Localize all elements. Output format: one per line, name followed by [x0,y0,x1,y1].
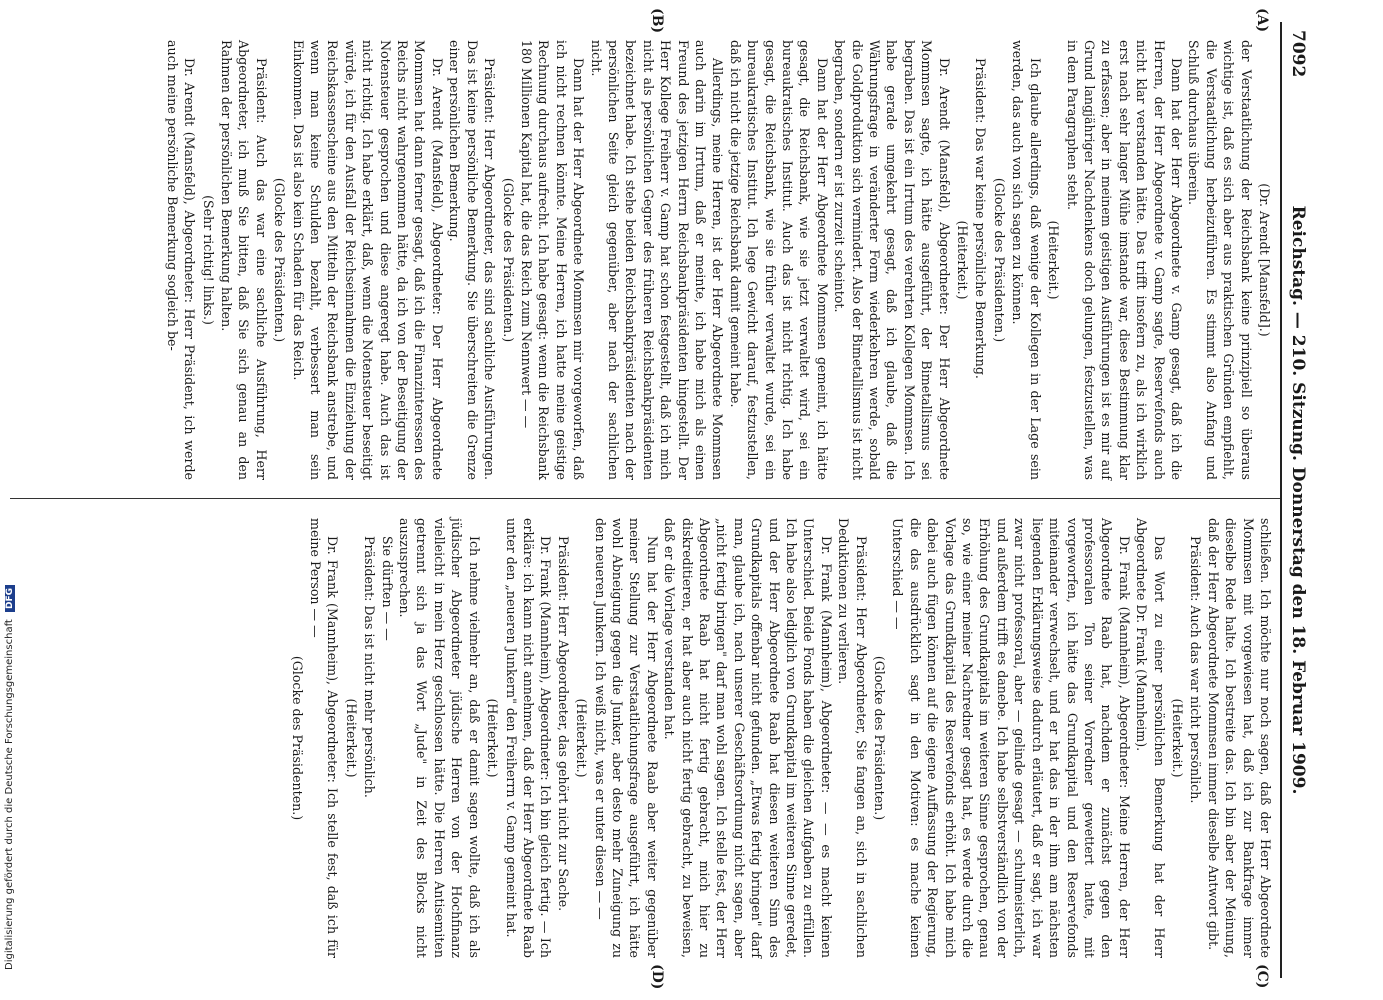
paragraph: (Heiterkeit.) [485,698,501,778]
left-text-column [163,40,1274,480]
paragraph: (Glocke des Präsidenten.) [272,177,288,343]
paragraph: Das Wort zu einer persönlichen Bemerkung hat der Herr Abgeordnete Dr. Frank (Mannheim). [1134,518,1167,958]
paragraph: Nun hat der Herr Abgeordnete Raab aber weiter gegenüber meiner Stellung zur Verstaatlichungsfrage ausgeführt, ich hätte wohl Abneigung gegen die Junker, aber desto mehr Zuneigung zu den neueren Junkern. Ich weiß nicht, was er unter diesen — — [592,518,660,958]
paragraph: Präsident: Herr Abgeordneter, das gehört nicht zur Sache. [555,536,571,912]
paragraph: Dr. Frank (Mannheim), Abgeordneter: Ich stelle fest, daß ich für meine Person — — [308,518,341,958]
paragraph: Präsident: Das ist nicht mehr persönlich. [362,536,378,798]
margin-mark-c: (C) [1254,964,1270,989]
right-text-column [287,518,1274,958]
paragraph: (Glocke des Präsidenten.) [500,177,516,343]
margin-mark-a: (A) [1254,8,1270,33]
paragraph: (Dr. Arendt [Mansfeld].) [1257,183,1272,337]
paragraph: Präsident: Das war keine persönliche Bemerkung. [973,58,989,379]
paragraph: (Heiterkeit.) [343,698,359,778]
paragraph: (Heiterkeit.) [574,698,590,778]
paragraph: der Verstaatlichung der Reichsbank keine prinzipiell so überaus wichtige ist, daß es sich aber aus praktischen Gründen empfiehlt, die Verstaatlichung herbeizuführen. Es stimmt also Anfang und Schluß durchaus überein. [1186,40,1254,480]
paragraph: (Glocke des Präsidenten.) [872,655,888,821]
paragraph: Ich nehme vielmehr an, daß er damit sagen wollte, daß ich als jüdischer Abgeordneter jüdische Herren von der Hochfinanz vielleicht in mein Herz geschlossen hätte. Die Herren Antisemiten getrennt sich ja das Wort „Jude" in Zeit des Blocks nicht auszusprechen. [397,518,482,958]
paragraph: (Heiterkeit.) [1046,220,1062,300]
paragraph: Sie dürften — — [379,536,395,641]
paragraph: (Glocke des Präsidenten.) [991,177,1007,343]
paragraph: Dann hat der Herr Abgeordnete v. Gamp gesagt, daß ich die Herren, der Herr Abgeordnete v. Gamp sagte, Reservefonds auch nicht klar verstanden hätte. Das trifft insofern zu, als ich wirklich erst nach sehr langer Mühe imstande war, diese Bestimmung klar zu erfassen; aber in meinem geistigen Ausführungen ist es mir auf Grund langjähriger Nachdenkens doch gelungen, festzustellen, was in dem Paragraphen steht. [1064,40,1184,480]
dfg-logo: DFG [5,585,15,612]
digitization-note: Digitalisierung gefördert durch die Deutsche Forschungsgemeinschaft [4,619,15,970]
paragraph: (Sehr richtig! links.) [200,195,216,325]
header-rule [1280,22,1282,978]
paragraph: Dr. Arendt (Mansfeld), Abgeordneter: Herr Präsident, ich werde auch meine persönliche Bemerkung sogleich be- [164,40,198,480]
paragraph: Allerdings, meine Herren, ist der Herr Abgeordnete Mommsen auch darin im Irrtum, daß er meinte, ich habe mich als einen Freund des jetzigen Herrn Reichsbankpräsidenten hingestellt. Der Herr Kollege Freiherr v. Gamp hat schon festgestellt, daß ich mich nicht als persönlichen Gegner des früheren Reichsbankpräsidenten bezeichnet habe. Ich stehe beiden Reichsbankpräsidenten nach der persönlichen Seite gleich gegenüber, aber nach der sachlichen nicht. [588,40,726,480]
paragraph: Präsident: Herr Abgeordneter, das sind sachliche Ausführungen. Das ist keine persönliche Bemerkung. Sie überschreiten die Grenze einer persönlichen Bemerkung. [447,40,498,480]
paragraph: Präsident: Auch das war eine sachliche Ausführung, Herr Abgeordneter, ich muß Sie bitten, daß Sie sich genau an den Rahmen der persönlichen Bemerkung halten. [219,40,269,480]
page-number: 7092 [1288,30,1308,78]
paragraph: Dr. Arendt (Mansfeld), Abgeordneter: Der Herr Abgeordnete Mommsen sagte, ich hätte ausgeführt, der Bimetallismus sei begraben. Das ist ein Irrtum des verehrten Kollegen Mommsen. Ich habe gerade umgekehrt gesagt, daß ich glaube, daß die Währungsfrage in veränderter Form wiederkehren werde, sobald die Goldproduktion sich vermindert. Also der Bimetallismus ist nicht begraben, sondern er ist zurzeit scheintot. [832,40,952,480]
paragraph: Dr. Frank (Mannheim), Abgeordneter: Ich bin gleich fertig. — Ich erkläre: ich kann nicht annehmen, daß der Herr Abgeordnete Raab unter den „neueren Junkern" den Freiherrn v. Gamp gemeint hat. [503,518,554,958]
column-divider [10,498,1280,499]
paragraph: schließen. Ich möchte nur noch sagen, daß der Herr Abgeordnete Mommsen mit vorgewiesen hat, daß ich zur Bankfrage immer dieselbe Rede halte. Ich bestreite das. Ich bin aber der Meinung, daß der Herr Abgeordnete Mommsen immer dieselbe Antwort gibt. [1205,518,1273,958]
paragraph: (Heiterkeit.) [955,220,971,300]
paragraph: Dann hat der Herr Abgeordnete Mommsen gemeint, ich hätte gesagt, die Reichsbank, wie sie jetzt verwaltet wird, sei ein bureaukratisches Institut. Auch das ist nicht richtig. Ich habe gesagt, die Reichsbank, wie sie früher verwaltet wurde, sei ein bureaukratisches Institut. Ich lege Gewicht darauf, festzustellen, daß ich nicht die jetzige Reichsbank damit gemeint habe. [727,40,830,480]
paragraph: Präsident: Auch das war nicht persönlich. [1188,536,1204,804]
paragraph: Dr. Frank (Mannheim), Abgeordneter: — — es macht keinen Unterschied. Beide Fonds haben die gleichen Aufgaben zu erfüllen. Ich habe also lediglich von Grundkapital im weiteren Sinne geredet, und der Herr Abgeordnete Raab hat diesen weiteren Sinn des Grundkapitals offenbar nicht gefunden. „Etwas fertig bringen" darf man, glaube ich, nach unserer Geschäftsordnung nicht sagen, aber „nicht fertig bringen" darf man wohl sagen. Ich stelle fest, der Herr Abgeordnete Raab hat nicht fertig gebracht, mich hier zu diskreditieren, er hat aber auch nicht fertig gebracht, zu beweisen, daß er die Vorlage verstanden hat. [662,518,834,958]
paragraph: (Glocke des Präsidenten.) [289,655,305,821]
paragraph: Dr. Arendt (Mansfeld), Abgeordneter: Der Herr Abgeordnete Mommsen hat dann ferner gesagt, daß ich die Finanzinteressen des Reichs nicht wahrgenommen hätte, da ich von der Beseitigung der Notensteuer gesprochen und diese angeregt habe. Auch das ist nicht richtig. Ich habe erklärt, daß, wenn die Notensteuer beseitigt würde, ich für den Ausfall der Reichseinnahmen die Einziehung der Reichskassenscheine aus den Mitteln der Reichsbank anstrebe, und wenn man keine Schulden bezahlt, verbessert man sein Einkommen. Das ist also kein Schaden für das Reich. [290,40,445,480]
digitization-footer [4,587,20,970]
paragraph: Dann hat der Herr Abgeordnete Mommsen mir vorgeworfen, daß ich nicht rechnen könnte. Meine Herren, ich hatte meine geistige Rechnung durchaus aufrecht. Ich habe gesagt: wenn die Reichsbank 180 Millionen Kapital hat, die das Reich zum Nennwert — — [518,40,587,480]
margin-mark-d: (D) [649,964,665,990]
page-header [1282,30,1308,970]
paragraph: Präsident: Herr Abgeordneter, Sie fangen an, sich in sachlichen Deduktionen zu verlieren. [836,518,869,958]
paragraph: (Heiterkeit.) [1169,698,1185,778]
paragraph: Dr. Frank (Mannheim), Abgeordneter: Meine Herren, der Herr Abgeordnete Raab hat, nachdem er zunächst gegen den professoralen Ton seiner Vorredner gewettert hatte, mit vorgeworfen, ich hätte das Grundkapital und den Reservefonds miteinander verwechselt, und er hat das in der ihm am nächsten liegenden Erklärungsweise dadurch erläutert, daß er sagt, ich war zwar nicht professoral, aber — gelinde gesagt — schulmeisterlich, und außerdem trifft es danebe. Ich habe selbstverständlich von der Erhöhung des Grundkapitals im weiteren Sinne gesprochen, genau so, wie einer meiner Nachredner gesagt hat, es werde durch die Vorlage das Grundkapital des Reservefonds erhöht. Ich habe mich dabei auch fügen können auf die eigene Auffassung der Regierung, die das ausdrücklich sagt in den Motiven: es mache keinen Unterschied — — [890,518,1132,958]
margin-mark-b: (B) [649,8,665,34]
page-title: Reichstag. — 210. Sitzung. Donnerstag den 18. Februar 1909. [1288,205,1308,795]
paragraph: Ich glaube allerdings, daß wenige der Kollegen in der Lage sein werden, das auch von sich sagen zu können. [1010,40,1043,480]
